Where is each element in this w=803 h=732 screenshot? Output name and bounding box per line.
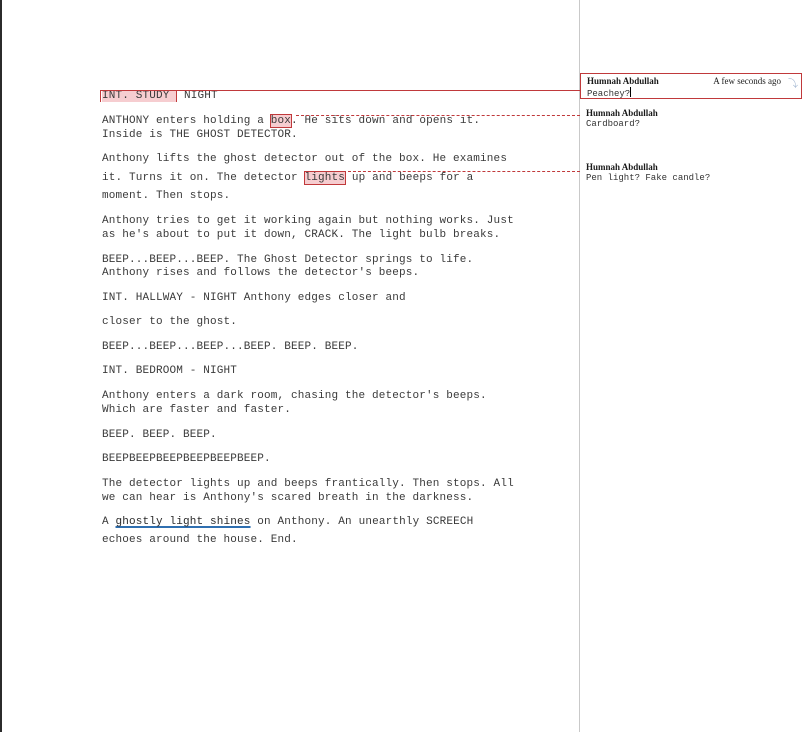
comment-author: Humnah Abdullah	[586, 108, 658, 118]
script-line[interactable]	[102, 89, 218, 103]
comment-anchor: lights	[304, 172, 346, 184]
script-text: we can hear is Anthony's scared breath in the darkness.	[102, 492, 474, 504]
script-line[interactable]	[102, 253, 473, 267]
script-line[interactable]	[102, 214, 514, 228]
script-text: NIGHT	[177, 90, 218, 102]
script-text: INT. HALLWAY - NIGHT Anthony edges closer and	[102, 292, 406, 304]
script-line[interactable]	[102, 128, 298, 142]
script-text: ANTHONY enters holding a	[102, 115, 271, 127]
script-line[interactable]	[102, 189, 230, 203]
script-text: up and beeps for a	[345, 172, 474, 184]
script-line[interactable]	[102, 152, 507, 166]
comment-anchor: INT. STUDY	[102, 90, 177, 102]
script-text: BEEP. BEEP. BEEP.	[102, 429, 217, 441]
script-text: BEEP...BEEP...BEEP...BEEP. BEEP. BEEP.	[102, 341, 359, 353]
script-page[interactable]	[2, 0, 579, 732]
comment-connector-3	[348, 171, 580, 172]
script-text: . He sits down and opens it.	[291, 115, 481, 127]
script-line[interactable]	[102, 515, 473, 529]
script-line[interactable]	[102, 452, 271, 466]
comment-connector-1	[100, 90, 580, 91]
comment-text-input[interactable]: Peachey?	[587, 89, 631, 99]
script-line[interactable]	[102, 533, 298, 547]
script-line[interactable]	[102, 403, 291, 417]
script-text: closer to the ghost.	[102, 316, 238, 328]
script-text: Anthony lifts the ghost detector out of the box. He examines	[102, 153, 508, 165]
reply-icon[interactable]: ⤵	[788, 80, 798, 91]
script-line[interactable]	[102, 291, 406, 305]
script-line[interactable]	[102, 428, 217, 442]
comment-author: Humnah Abdullah	[586, 162, 658, 172]
script-text: Anthony rises and follows the detector's beeps.	[102, 267, 420, 279]
comment-connector-2	[296, 115, 580, 116]
script-line[interactable]	[102, 477, 514, 491]
comment-anchor: box	[270, 115, 292, 127]
comment-card-1[interactable]	[580, 73, 802, 99]
comment-text: Pen light? Fake candle?	[586, 173, 711, 183]
comment-author: Humnah Abdullah	[587, 76, 659, 86]
script-text: on Anthony. An unearthly SCREECH	[250, 516, 474, 528]
script-line[interactable]	[102, 491, 473, 505]
comment-timestamp: A few seconds ago	[713, 76, 781, 86]
script-text: INT. BEDROOM - NIGHT	[102, 365, 238, 377]
script-text: The detector lights up and beeps frantically. Then stops. All	[102, 478, 514, 490]
script-text: Inside is THE GHOST DETECTOR.	[102, 129, 298, 141]
script-text: BEEPBEEPBEEPBEEPBEEPBEEP.	[102, 453, 271, 465]
script-text: moment. Then stops.	[102, 190, 231, 202]
script-line[interactable]	[102, 364, 237, 378]
script-text: BEEP...BEEP...BEEP. The Ghost Detector springs to life.	[102, 254, 474, 266]
script-link[interactable]: ghostly light shines	[115, 516, 251, 528]
script-text: it. Turns it on. The detector	[102, 172, 305, 184]
script-text: as he's about to put it down, CRACK. The light bulb breaks.	[102, 229, 501, 241]
comment-text: Cardboard?	[586, 119, 641, 129]
script-line[interactable]	[102, 171, 473, 185]
script-line[interactable]	[102, 228, 500, 242]
script-line[interactable]	[102, 266, 419, 280]
text-caret	[630, 87, 631, 97]
script-line[interactable]	[102, 315, 237, 329]
script-line[interactable]	[102, 340, 359, 354]
comment-card-3[interactable]	[580, 160, 802, 186]
script-text: Anthony tries to get it working again but nothing works. Just	[102, 215, 514, 227]
comment-connector-1-tick	[100, 90, 101, 102]
script-text: Which are faster and faster.	[102, 404, 292, 416]
script-line[interactable]	[102, 114, 480, 128]
script-text: A	[102, 516, 116, 528]
comment-card-2[interactable]	[580, 106, 802, 132]
script-text: Anthony enters a dark room, chasing the detector's beeps.	[102, 390, 487, 402]
script-line[interactable]	[102, 389, 487, 403]
script-text: echoes around the house. End.	[102, 534, 298, 546]
